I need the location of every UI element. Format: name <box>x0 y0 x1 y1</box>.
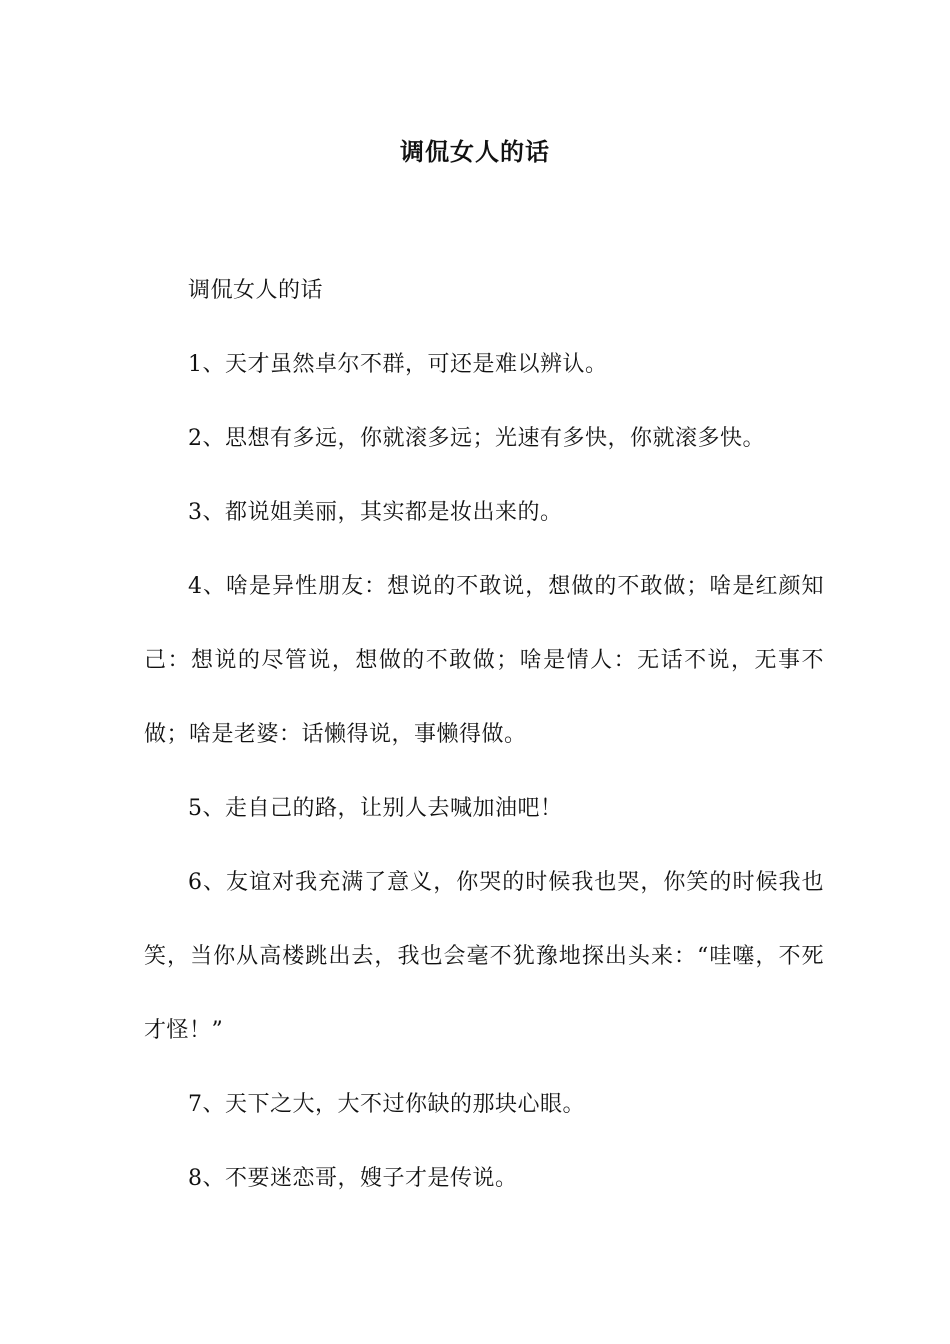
document-body <box>144 254 824 1216</box>
paragraph-item-3: 3、都说姐美丽，其实都是妆出来的。 <box>188 500 563 525</box>
paragraph-item-4: 4、啥是异性朋友：想说的不敢说，想做的不敢做；啥是红颜知己：想说的尽管说，想做的不敢做；啥是情人：无话不说，无事不做；啥是老婆：话懒得说，事懒得做。 <box>144 574 824 747</box>
paragraph-item-5: 5、走自己的路，让别人去喊加油吧！ <box>188 796 563 821</box>
paragraph-heading: 调侃女人的话 <box>188 278 324 303</box>
paragraph-item-7: 7、天下之大，大不过你缺的那块心眼。 <box>188 1092 585 1117</box>
paragraph-item-2: 2、思想有多远，你就滚多远；光速有多快，你就滚多快。 <box>188 426 765 451</box>
paragraph-item-8: 8、不要迷恋哥，嫂子才是传说。 <box>188 1166 518 1191</box>
document-title: 调侃女人的话 <box>400 137 550 166</box>
paragraph-item-6: 6、友谊对我充满了意义，你哭的时候我也哭，你笑的时候我也笑，当你从高楼跳出去，我也会毫不犹豫地探出头来：“哇噻，不死才怪！” <box>144 870 824 1043</box>
paragraph-item-1: 1、天才虽然卓尔不群，可还是难以辨认。 <box>188 352 608 377</box>
